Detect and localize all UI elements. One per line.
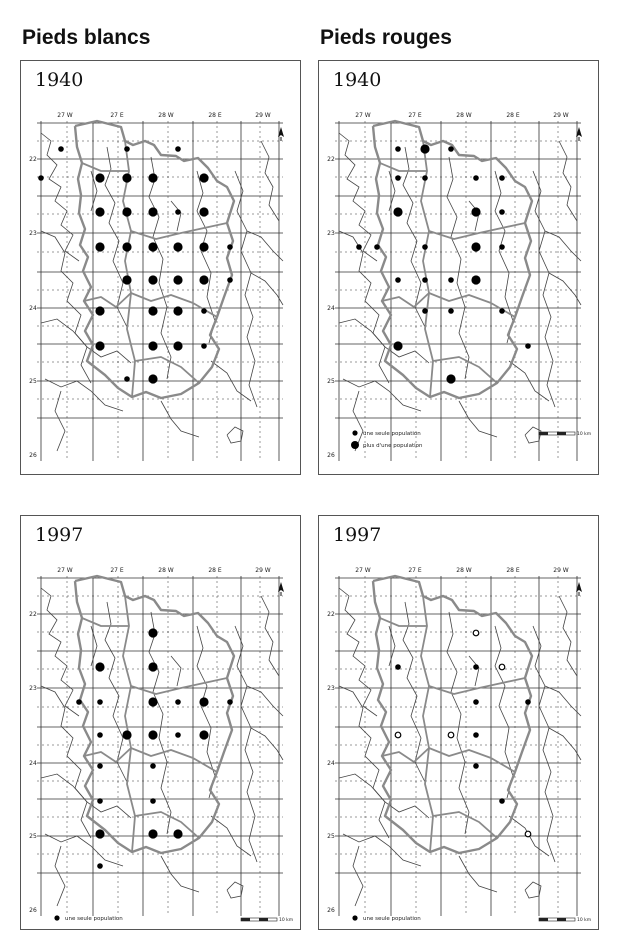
river <box>55 391 65 451</box>
population-dot-single <box>201 308 207 314</box>
district-border <box>131 223 227 239</box>
population-dot-single <box>499 209 505 215</box>
population-dot-multiple <box>148 628 157 637</box>
river <box>353 846 363 906</box>
population-dot-single <box>38 175 44 181</box>
population-dot-multiple <box>148 173 157 182</box>
population-dot-single <box>395 664 401 670</box>
map-red-1940 <box>319 61 600 476</box>
scale-bar <box>241 917 293 923</box>
district-border <box>380 163 427 171</box>
year-label: 1997 <box>35 524 84 546</box>
district-border <box>382 293 515 317</box>
scale-bar <box>539 431 591 437</box>
population-dot-multiple <box>148 341 157 350</box>
population-dot-single <box>473 732 479 738</box>
grid-label-top: 29 W <box>553 567 569 574</box>
river <box>495 171 513 343</box>
grid-label-side: 24 <box>29 760 37 767</box>
borders <box>75 121 234 398</box>
population-dot-single <box>525 699 531 705</box>
grid-label-top: 27 E <box>408 567 422 574</box>
population-dot-single <box>448 308 454 314</box>
grid-label-top: 28 E <box>506 567 520 574</box>
river <box>171 201 181 231</box>
population-dot-single <box>97 798 103 804</box>
river <box>559 141 577 221</box>
population-dot-multiple <box>148 662 157 671</box>
grid-label-side: 24 <box>327 305 335 312</box>
river <box>549 728 581 760</box>
legend-symbol <box>54 915 59 920</box>
population-dot-single <box>473 175 479 181</box>
river <box>447 612 469 834</box>
grid-label-top: 27 W <box>57 112 73 119</box>
population-dot-multiple <box>95 242 104 251</box>
population-dot-multiple <box>95 662 104 671</box>
river <box>247 231 283 261</box>
population-dot-multiple <box>122 730 131 739</box>
river <box>41 319 131 363</box>
population-dot-multiple <box>173 275 182 284</box>
grid-label-top: 27 W <box>57 567 73 574</box>
year-label: 1940 <box>35 69 84 91</box>
grid-label-side: 25 <box>327 833 335 840</box>
map-panel-red-1997 <box>318 515 599 930</box>
grid-label-top: 28 E <box>506 112 520 119</box>
grid-label-top: 27 W <box>355 567 371 574</box>
population-points <box>76 628 233 868</box>
grid <box>327 112 581 461</box>
population-dot-multiple <box>173 341 182 350</box>
district-border <box>131 678 227 694</box>
legend-label-multiple: plus d'une population <box>363 443 423 449</box>
district-border <box>382 748 515 772</box>
population-dot-single <box>422 244 428 250</box>
district-border <box>421 596 433 852</box>
population-dot-single <box>356 244 362 250</box>
grid-label-side: 23 <box>327 230 335 237</box>
population-dot-multiple <box>199 207 208 216</box>
population-dot-single <box>525 343 531 349</box>
population-dot-multiple <box>148 306 157 315</box>
river <box>261 596 279 676</box>
population-dot-single <box>227 699 233 705</box>
grid-label-side: 22 <box>327 156 335 163</box>
grid-label-top: 27 E <box>408 112 422 119</box>
grid-label-top: 28 W <box>158 567 174 574</box>
population-dot-multiple <box>122 207 131 216</box>
district-border <box>380 618 427 626</box>
legend <box>54 915 123 922</box>
scale-label: 10 km <box>577 432 592 437</box>
borders <box>373 576 532 853</box>
grid-label-side: 25 <box>29 833 37 840</box>
population-points <box>395 630 531 837</box>
grid-label-side: 26 <box>327 907 335 914</box>
grid-label-side: 22 <box>29 611 37 618</box>
grid-label-side: 23 <box>29 230 37 237</box>
population-dot-multiple <box>122 242 131 251</box>
scale-label: 10 km <box>577 918 592 923</box>
river <box>235 626 257 862</box>
river <box>197 171 215 343</box>
map-white-1997 <box>21 516 302 931</box>
district-border <box>429 678 525 694</box>
population-dot-multiple <box>95 173 104 182</box>
grid-label-side: 26 <box>327 452 335 459</box>
population-dot-single <box>499 175 505 181</box>
grid-label-top: 29 W <box>255 567 271 574</box>
grid-label-top: 27 E <box>110 567 124 574</box>
grid-label-top: 28 E <box>208 112 222 119</box>
river <box>235 171 257 407</box>
grid-label-side: 23 <box>327 685 335 692</box>
region-border <box>373 576 532 853</box>
population-dot-single <box>97 732 103 738</box>
population-dot-multiple <box>148 829 157 838</box>
population-dot-multiple <box>393 207 402 216</box>
population-dot-single <box>175 699 181 705</box>
population-dot-single <box>395 277 401 283</box>
river <box>339 774 429 818</box>
population-dot-multiple <box>471 242 480 251</box>
population-points <box>38 146 233 383</box>
legend-label-single: une seule population <box>363 916 421 922</box>
river <box>171 656 181 686</box>
population-dot-single <box>448 146 454 152</box>
population-dot-multiple <box>420 144 429 153</box>
population-dot-single <box>76 699 82 705</box>
population-dot-multiple <box>148 207 157 216</box>
legend-symbol <box>352 915 357 920</box>
population-dot-single <box>97 763 103 769</box>
population-dot-single <box>175 732 181 738</box>
grid-label-side: 25 <box>327 378 335 385</box>
population-dot-open <box>448 732 454 738</box>
river <box>533 171 555 407</box>
grid-label-side: 22 <box>327 611 335 618</box>
population-dot-multiple <box>446 374 455 383</box>
population-dot-single <box>422 175 428 181</box>
population-dot-single <box>499 244 505 250</box>
region-border <box>75 121 234 398</box>
heading-pieds-blancs: Pieds blancs <box>22 26 151 49</box>
river <box>247 686 283 716</box>
map-white-1940 <box>21 61 302 476</box>
river <box>559 596 577 676</box>
legend-label-single: une seule population <box>363 431 421 437</box>
population-dot-multiple <box>173 306 182 315</box>
population-dot-single <box>227 277 233 283</box>
district-border <box>123 596 135 852</box>
population-dot-single <box>473 763 479 769</box>
river <box>41 686 91 838</box>
river <box>41 588 79 716</box>
grid-label-top: 28 W <box>158 112 174 119</box>
year-label: 1940 <box>333 69 382 91</box>
grid-label-side: 25 <box>29 378 37 385</box>
grid-label-top: 27 W <box>355 112 371 119</box>
population-dot-single <box>175 146 181 152</box>
population-dot-single <box>422 308 428 314</box>
river <box>533 626 555 862</box>
map-panel-red-1940 <box>318 60 599 475</box>
population-dot-multiple <box>148 374 157 383</box>
population-dot-single <box>499 308 505 314</box>
grid-label-top: 27 E <box>110 112 124 119</box>
population-dot-open <box>473 630 479 636</box>
grid-label-side: 24 <box>327 760 335 767</box>
district-border <box>433 812 497 838</box>
district-border <box>84 748 217 772</box>
grid-label-side: 22 <box>29 156 37 163</box>
population-dot-multiple <box>471 207 480 216</box>
grid-label-side: 26 <box>29 907 37 914</box>
population-dot-single <box>227 244 233 250</box>
population-dot-single <box>175 209 181 215</box>
population-dot-single <box>150 763 156 769</box>
district-border <box>429 223 525 239</box>
scale-bar <box>539 917 591 923</box>
grid <box>29 112 283 461</box>
population-dot-multiple <box>173 242 182 251</box>
river <box>339 231 389 383</box>
population-dot-single <box>150 798 156 804</box>
district-border <box>433 357 497 383</box>
population-dot-multiple <box>148 697 157 706</box>
population-dot-single <box>97 863 103 869</box>
map-red-1997 <box>319 516 600 931</box>
legend-symbol <box>351 441 359 449</box>
population-dot-single <box>422 277 428 283</box>
grid-label-top: 28 E <box>208 567 222 574</box>
population-dot-multiple <box>148 242 157 251</box>
population-dot-single <box>124 376 130 382</box>
grid-label-top: 29 W <box>255 112 271 119</box>
population-dot-multiple <box>95 207 104 216</box>
population-dot-single <box>448 277 454 283</box>
river <box>469 656 479 686</box>
population-dot-multiple <box>148 275 157 284</box>
grid-label-side: 26 <box>29 452 37 459</box>
population-dot-single <box>395 146 401 152</box>
grid-label-side: 24 <box>29 305 37 312</box>
district-border <box>135 357 199 383</box>
river <box>549 273 581 305</box>
river <box>545 686 581 716</box>
river <box>261 141 279 221</box>
population-dot-single <box>473 664 479 670</box>
map-panel-white-1940 <box>20 60 301 475</box>
grid-label-top: 28 W <box>456 112 472 119</box>
district-border <box>82 163 129 171</box>
district-border <box>135 812 199 838</box>
river <box>197 626 215 798</box>
legend-label-single: une seule population <box>65 916 123 922</box>
borders <box>373 121 532 398</box>
population-dot-multiple <box>148 730 157 739</box>
river <box>339 133 377 261</box>
river <box>41 774 131 818</box>
population-dot-multiple <box>122 173 131 182</box>
population-dot-multiple <box>199 730 208 739</box>
grid-label-side: 23 <box>29 685 37 692</box>
population-dot-multiple <box>199 697 208 706</box>
population-dot-multiple <box>95 829 104 838</box>
population-dot-open <box>525 831 531 837</box>
population-dot-open <box>499 664 505 670</box>
population-dot-multiple <box>199 173 208 182</box>
population-dot-open <box>395 732 401 738</box>
lake <box>525 882 541 898</box>
population-dot-single <box>124 146 130 152</box>
grid-label-top: 28 W <box>456 567 472 574</box>
river <box>447 157 469 379</box>
lake <box>525 427 541 443</box>
river <box>251 728 283 760</box>
population-dot-multiple <box>173 829 182 838</box>
river <box>55 846 65 906</box>
population-dot-multiple <box>199 242 208 251</box>
river <box>545 231 581 261</box>
river <box>339 588 377 716</box>
population-dot-multiple <box>393 341 402 350</box>
legend-symbol <box>352 430 357 435</box>
region-border <box>75 576 234 853</box>
population-dot-multiple <box>95 341 104 350</box>
population-dot-single <box>473 699 479 705</box>
population-dot-single <box>97 699 103 705</box>
river <box>41 231 91 383</box>
river <box>339 686 389 838</box>
population-dot-single <box>499 798 505 804</box>
grid <box>29 567 283 916</box>
population-dot-multiple <box>122 275 131 284</box>
population-dot-multiple <box>199 275 208 284</box>
year-label: 1997 <box>333 524 382 546</box>
map-panel-white-1997 <box>20 515 301 930</box>
river <box>495 626 513 798</box>
population-dot-single <box>201 343 207 349</box>
heading-pieds-rouges: Pieds rouges <box>320 26 452 49</box>
river <box>339 319 429 363</box>
population-dot-single <box>374 244 380 250</box>
population-dot-multiple <box>95 306 104 315</box>
grid-label-top: 29 W <box>553 112 569 119</box>
population-dot-single <box>395 175 401 181</box>
grid <box>327 567 581 916</box>
region-border <box>373 121 532 398</box>
population-dot-multiple <box>471 275 480 284</box>
population-dot-single <box>58 146 64 152</box>
district-border <box>82 618 129 626</box>
borders <box>75 576 234 853</box>
scale-label: 10 km <box>279 918 294 923</box>
river <box>41 133 79 261</box>
river <box>251 273 283 305</box>
legend <box>352 915 421 922</box>
